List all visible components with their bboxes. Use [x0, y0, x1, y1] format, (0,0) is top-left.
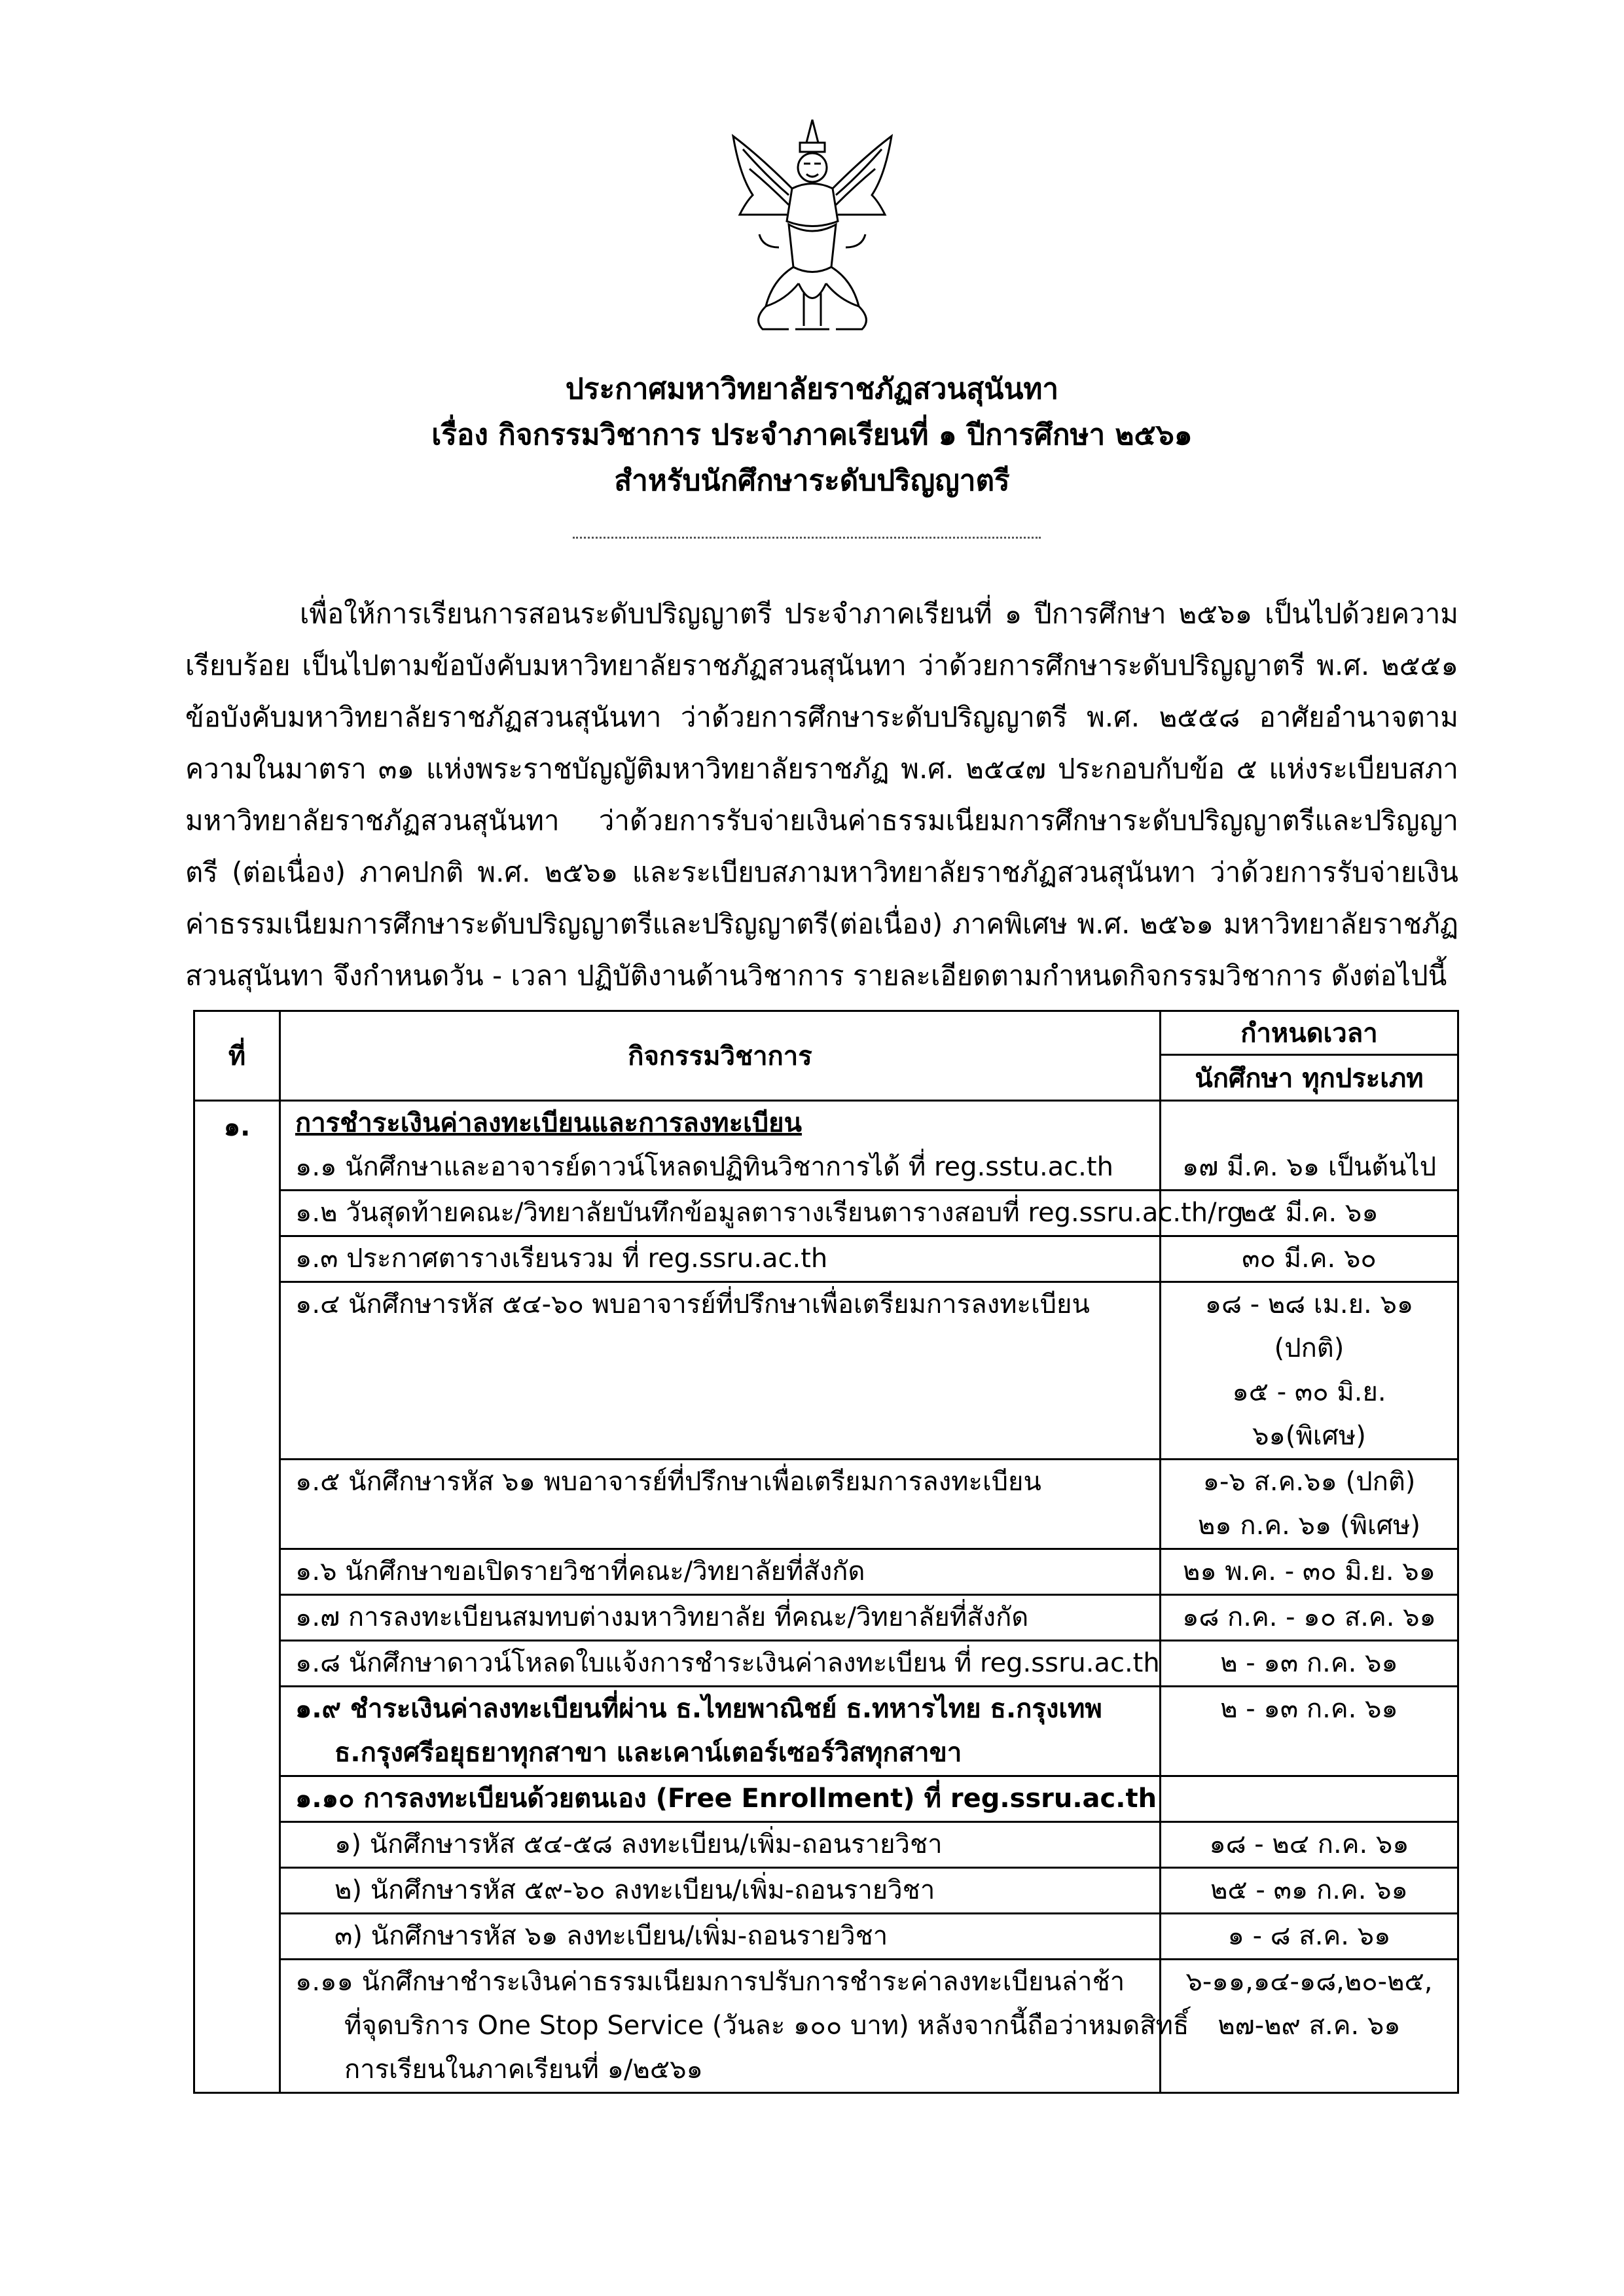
table-row — [194, 1595, 1458, 1641]
schedule-date: ๒๑ พ.ค. - ๓๐ มิ.ย. ๖๑ — [1182, 1556, 1436, 1587]
schedule-cell — [1161, 1282, 1458, 1460]
activity-cell — [280, 1460, 1161, 1549]
activity-text: ๑.๔ นักศึกษารหัส ๕๔-๖๐ พบอาจารย์ที่ปรึกษาเพื่อเตรียมการลงทะเบียน — [295, 1289, 1090, 1319]
table-row — [194, 1549, 1458, 1595]
activity-text: ธ.กรุงศรีอยุธยาทุกสาขา และเคาน์เตอร์เซอร์วิสทุกสาขา — [334, 1738, 962, 1768]
section-title: การชำระเงินค่าลงทะเบียนและการลงทะเบียน — [295, 1108, 802, 1138]
schedule-date: ๑ - ๘ ส.ค. ๖๑ — [1227, 1921, 1391, 1951]
table-row — [194, 1101, 1458, 1191]
activity-cell — [280, 1960, 1189, 2093]
schedule-date: ๒๑ ก.ค. ๖๑ (พิเศษ) — [1197, 1511, 1421, 1541]
header-no: ที่ — [194, 1011, 280, 1101]
title-line-2: เรื่อง กิจกรรมวิชาการ ประจำภาคเรียนที่ ๑ ปีการศึกษา ๒๕๖๑ — [431, 418, 1193, 452]
activity-cell — [280, 1868, 1161, 1914]
activity-cell — [280, 1101, 1161, 1191]
schedule-cell — [1161, 1687, 1458, 1776]
activity-text: ๑.๒ วันสุดท้ายคณะ/วิทยาลัยบันทึกข้อมูลตารางเรียนตารางสอบที่ reg.ssru.ac.th/rg — [295, 1198, 1244, 1228]
schedule-date: ๒๗-๒๙ ส.ค. ๖๑ — [1218, 2011, 1401, 2041]
schedule-date: ๑๕ - ๓๐ มิ.ย. ๖๑(พิเศษ) — [1232, 1377, 1386, 1451]
garuda-emblem-icon — [727, 117, 898, 335]
activity-text: ๒) นักศึกษารหัส ๕๙-๖๐ ลงทะเบียน/เพิ่ม-ถอนรายวิชา — [334, 1875, 935, 1905]
activity-cell — [280, 1549, 1161, 1595]
table-row — [194, 1868, 1458, 1914]
schedule-cell — [1161, 1101, 1458, 1191]
activity-text: ๓) นักศึกษารหัส ๖๑ ลงทะเบียน/เพิ่ม-ถอนรายวิชา — [334, 1921, 888, 1951]
dotted-divider — [573, 537, 1041, 539]
title-line-1: ประกาศมหาวิทยาลัยราชภัฏสวนสุนันทา — [565, 372, 1059, 406]
table-row — [194, 1641, 1458, 1687]
activity-cell — [280, 1914, 1161, 1960]
schedule-date: ๑๘ ก.ค. - ๑๐ ส.ค. ๖๑ — [1182, 1602, 1436, 1632]
schedule-date: ๒ - ๑๓ ก.ค. ๖๑ — [1220, 1648, 1398, 1678]
activity-text: ๑.๑๐ การลงทะเบียนด้วยตนเอง (Free Enrollment) ที่ reg.ssru.ac.th — [295, 1784, 1157, 1814]
schedule-date: ๑๘ - ๒๘ เม.ย. ๖๑ (ปกติ) — [1204, 1289, 1414, 1363]
schedule-date: ๒๕ - ๓๑ ก.ค. ๖๑ — [1210, 1875, 1408, 1905]
schedule-date: ๖-๑๑,๑๔-๑๘,๒๐-๒๕, — [1185, 1967, 1433, 1997]
table-row — [194, 1776, 1458, 1822]
schedule-cell — [1161, 1960, 1458, 2093]
table-row — [194, 1687, 1458, 1776]
schedule-date: ๓๐ มี.ค. ๖๐ — [1242, 1244, 1377, 1274]
schedule-cell — [1161, 1641, 1458, 1687]
section-number: ๑. — [194, 1101, 280, 2093]
schedule-cell — [1161, 1822, 1458, 1868]
announcement-title — [0, 367, 1624, 504]
schedule-date — [1176, 1731, 1443, 1775]
schedule-date: ๑๘ - ๒๔ ก.ค. ๖๑ — [1209, 1829, 1409, 1859]
header-schedule-sub: นักศึกษา ทุกประเภท — [1161, 1055, 1458, 1101]
table-row — [194, 1960, 1458, 2093]
activity-text: ๑.๗ การลงทะเบียนสมทบต่างมหาวิทยาลัย ที่คณะ/วิทยาลัยที่สังกัด — [295, 1602, 1029, 1632]
table-row — [194, 1822, 1458, 1868]
activity-cell — [280, 1236, 1161, 1282]
title-line-3: สำหรับนักศึกษาระดับปริญญาตรี — [614, 464, 1010, 497]
table-row — [194, 1236, 1458, 1282]
intro-paragraph: เพื่อให้การเรียนการสอนระดับปริญญาตรี ประจำภาคเรียนที่ ๑ ปีการศึกษา ๒๕๖๑ เป็นไปด้วยความเรียบร้อย เป็นไปตามข้อบังคับมหาวิทยาลัยราชภัฏสวนสุนันทา ว่าด้วยการศึกษาระดับปริญญาตรี พ.ศ. ๒๕๕๑ ข้อบังคับมหาวิทยาลัยราชภัฏสวนสุนันทา ว่าด้วยการศึกษาระดับปริญญาตรี พ.ศ. ๒๕๕๘ อาศัยอำนาจตามความในมาตรา ๓๑ แห่งพระราชบัญญัติมหาวิทยาลัยราชภัฏ พ.ศ. ๒๕๔๗ ประกอบกับข้อ ๕ แห่งระเบียบสภามหาวิทยาลัยราชภัฏสวนสุนันทา ว่าด้วยการรับจ่ายเงินค่าธรรมเนียมการศึกษาระดับปริญญาตรีและปริญญาตรี (ต่อเนื่อง) ภาคปกติ พ.ศ. ๒๕๖๑ และระเบียบสภามหาวิทยาลัยราชภัฏสวนสุนันทา ว่าด้วยการรับจ่ายเงินค่าธรรมเนียมการศึกษาระดับปริญญาตรีและปริญญาตรี(ต่อเนื่อง) ภาคพิเศษ พ.ศ. ๒๕๖๑ มหาวิทยาลัยราชภัฏสวนสุนันทา จึงกำหนดวัน - เวลา ปฏิบัติงานด้านวิชาการ รายละเอียดตามกำหนดกิจกรรมวิชาการ ดังต่อไปนี้ — [185, 598, 1458, 992]
header-activity: กิจกรรมวิชาการ — [280, 1011, 1161, 1101]
table-row — [194, 1282, 1458, 1460]
schedule-date — [1176, 2048, 1443, 2092]
activity-text: ๑.๙ ชำระเงินค่าลงทะเบียนที่ผ่าน ธ.ไทยพาณิชย์ ธ.ทหารไทย ธ.กรุงเทพ — [295, 1694, 1102, 1724]
schedule-date: ๑-๖ ส.ค.๖๑ (ปกติ) — [1202, 1467, 1416, 1497]
activity-text — [295, 1327, 1145, 1371]
schedule-cell — [1161, 1236, 1458, 1282]
activity-cell — [280, 1282, 1161, 1460]
activity-text — [295, 1504, 1145, 1548]
schedule-cell — [1161, 1595, 1458, 1641]
activity-text: ๑.๑ นักศึกษาและอาจารย์ดาวน์โหลดปฏิทินวิชาการได้ ที่ reg.sstu.ac.th — [295, 1152, 1113, 1182]
activity-cell — [280, 1687, 1161, 1776]
activity-text: ๑.๘ นักศึกษาดาวน์โหลดใบแจ้งการชำระเงินค่าลงทะเบียน ที่ reg.ssru.ac.th — [295, 1648, 1160, 1678]
schedule-date: ๒๕ มี.ค. ๖๑ — [1240, 1198, 1379, 1228]
schedule-cell — [1161, 1460, 1458, 1549]
activity-text: ๑) นักศึกษารหัส ๕๔-๕๘ ลงทะเบียน/เพิ่ม-ถอนรายวิชา — [334, 1829, 943, 1859]
activity-cell — [280, 1822, 1161, 1868]
activity-text: ๑.๖ นักศึกษาขอเปิดรายวิชาที่คณะ/วิทยาลัยที่สังกัด — [295, 1556, 865, 1587]
activity-cell — [280, 1191, 1244, 1236]
table-row — [194, 1191, 1458, 1236]
schedule-cell — [1161, 1914, 1458, 1960]
header-schedule: กำหนดเวลา — [1161, 1011, 1458, 1055]
table-row — [194, 1914, 1458, 1960]
activity-cell — [280, 1595, 1161, 1641]
activity-text: ที่จุดบริการ One Stop Service (วันละ ๑๐๐ บาท) หลังจากนี้ถือว่าหมดสิทธิ์ — [344, 2011, 1189, 2041]
schedule-date — [1176, 1777, 1443, 1821]
academic-activities-table — [193, 1010, 1459, 2094]
spacer — [1176, 1102, 1443, 1145]
activity-text: ๑.๕ นักศึกษารหัส ๖๑ พบอาจารย์ที่ปรึกษาเพื่อเตรียมการลงทะเบียน — [295, 1467, 1041, 1497]
table-row — [194, 1460, 1458, 1549]
activity-cell — [280, 1776, 1161, 1822]
schedule-date: ๒ - ๑๓ ก.ค. ๖๑ — [1220, 1694, 1398, 1724]
activity-text: การเรียนในภาคเรียนที่ ๑/๒๕๖๑ — [344, 2054, 703, 2085]
schedule-cell — [1161, 1776, 1458, 1822]
schedule-cell — [1161, 1549, 1458, 1595]
activity-cell — [280, 1641, 1161, 1687]
schedule-date: ๑๗ มี.ค. ๖๑ เป็นต้นไป — [1182, 1152, 1437, 1182]
schedule-cell — [1161, 1868, 1458, 1914]
activity-text: ๑.๓ ประกาศตารางเรียนรวม ที่ reg.ssru.ac.th — [295, 1244, 828, 1274]
activity-text: ๑.๑๑ นักศึกษาชำระเงินค่าธรรมเนียมการปรับการชำระค่าลงทะเบียนล่าช้า — [295, 1967, 1125, 1997]
